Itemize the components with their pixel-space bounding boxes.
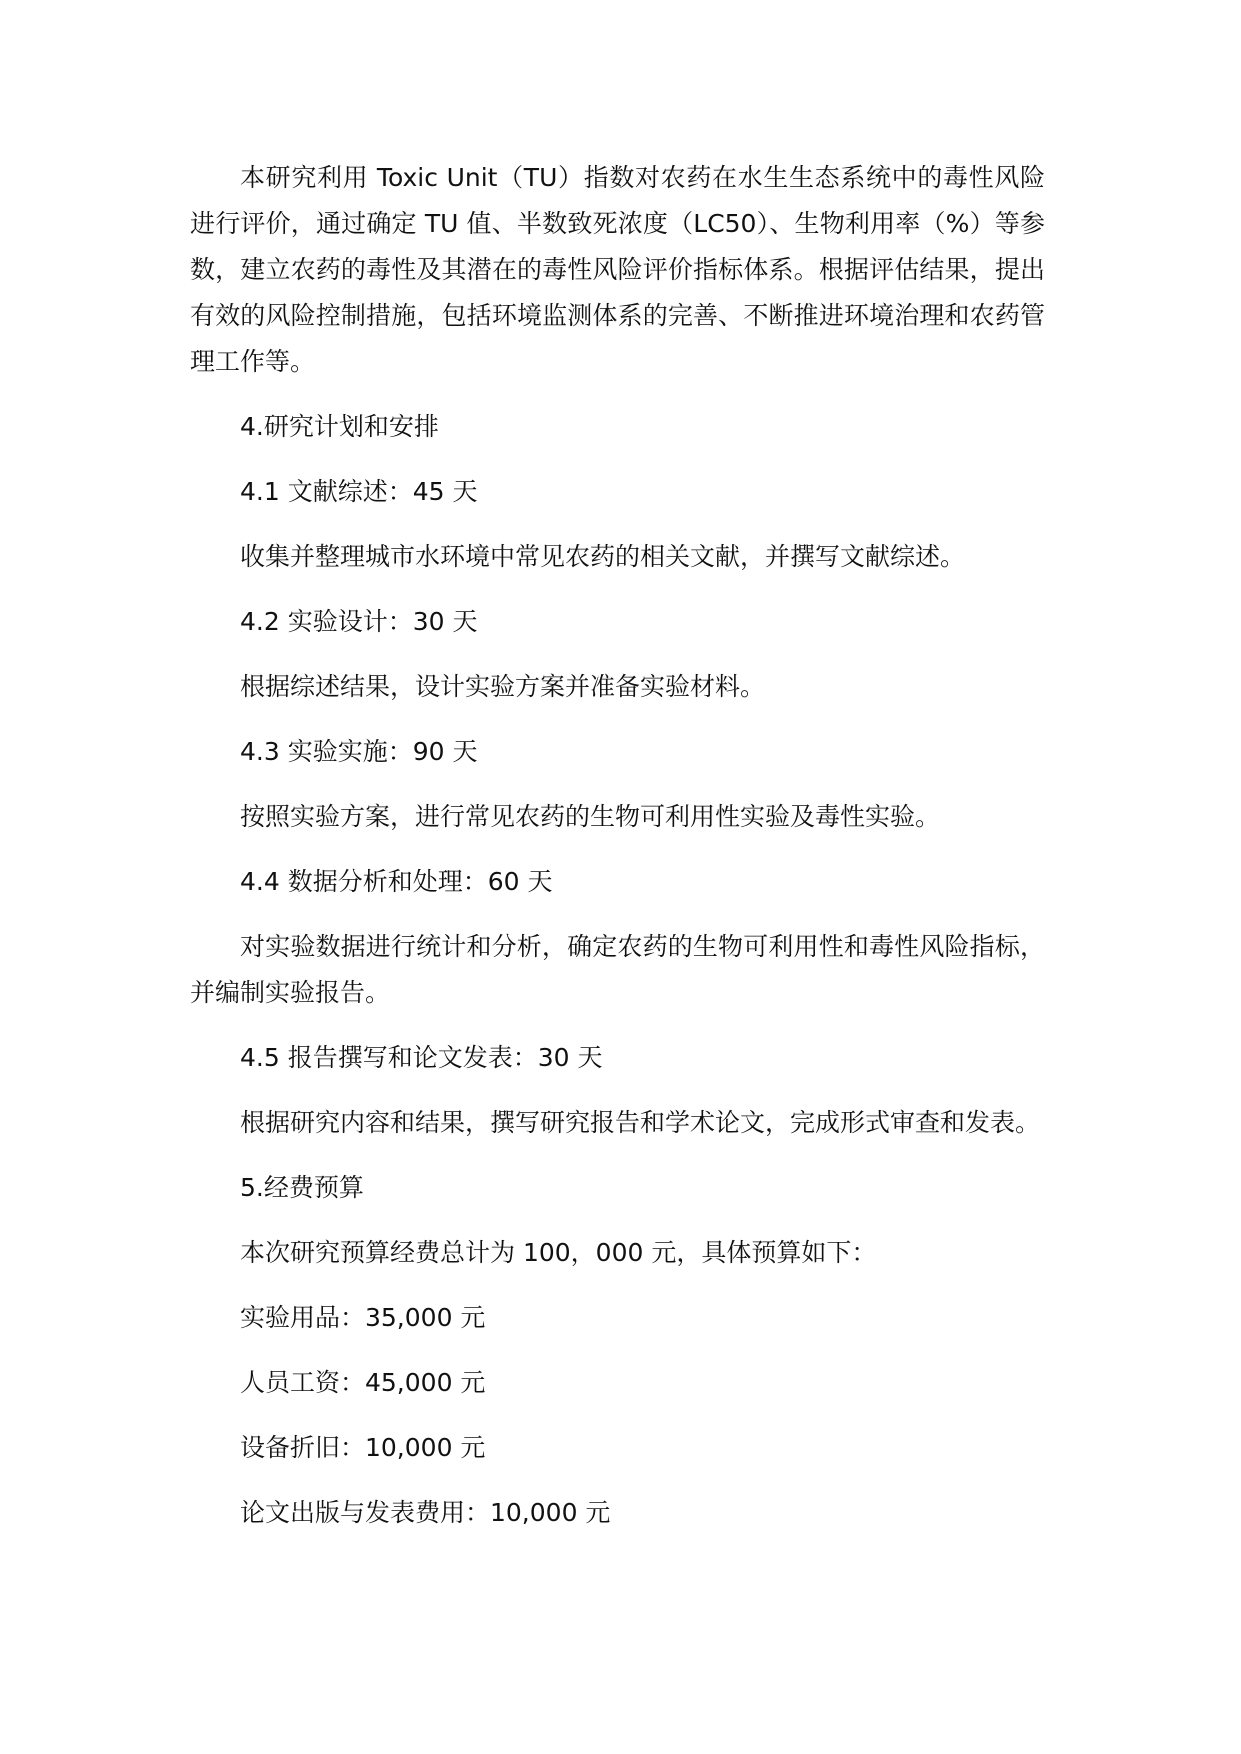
document-body (190, 155, 1045, 1536)
paragraph-experiment-implementation: 按照实验方案，进行常见农药的生物可利用性实验及毒性实验。 (240, 802, 941, 831)
heading-literature-review: 4.1 文献综述：45 天 (240, 477, 478, 506)
paragraph-report-writing: 根据研究内容和结果，撰写研究报告和学术论文，完成形式审查和发表。 (240, 1108, 1041, 1137)
budget-item-publication: 论文出版与发表费用：10,000 元 (240, 1498, 611, 1527)
heading-experiment-design: 4.2 实验设计：30 天 (240, 607, 478, 636)
paragraph-data-analysis: 对实验数据进行统计和分析，确定农药的生物可利用性和毒性风险指标，并编制实验报告。 (190, 932, 1045, 1007)
heading-experiment-implementation: 4.3 实验实施：90 天 (240, 737, 478, 766)
heading-budget: 5.经费预算 (240, 1173, 364, 1202)
paragraph-literature-review: 收集并整理城市水环境中常见农药的相关文献，并撰写文献综述。 (240, 542, 966, 571)
budget-item-salaries: 人员工资：45,000 元 (240, 1368, 486, 1397)
heading-report-writing: 4.5 报告撰写和论文发表：30 天 (240, 1043, 603, 1072)
paragraph-intro: 本研究利用 Toxic Unit（TU）指数对农药在水生生态系统中的毒性风险进行评价，通过确定 TU 值、半数致死浓度（LC50）、生物利用率（%）等参数，建立农药的毒性及其潜在的毒性风险评价指标体系。根据评估结果，提出有效的风险控制措施，包括环境监测体系的完善、不断推进环境治理和农药管理工作等。 (190, 163, 1045, 376)
heading-research-plan: 4.研究计划和安排 (240, 412, 439, 441)
budget-item-depreciation: 设备折旧：10,000 元 (240, 1433, 486, 1462)
paragraph-budget-total: 本次研究预算经费总计为 100，000 元，具体预算如下： (240, 1238, 877, 1267)
budget-item-supplies: 实验用品：35,000 元 (240, 1303, 486, 1332)
paragraph-experiment-design: 根据综述结果，设计实验方案并准备实验材料。 (240, 672, 766, 701)
heading-data-analysis: 4.4 数据分析和处理：60 天 (240, 867, 553, 896)
